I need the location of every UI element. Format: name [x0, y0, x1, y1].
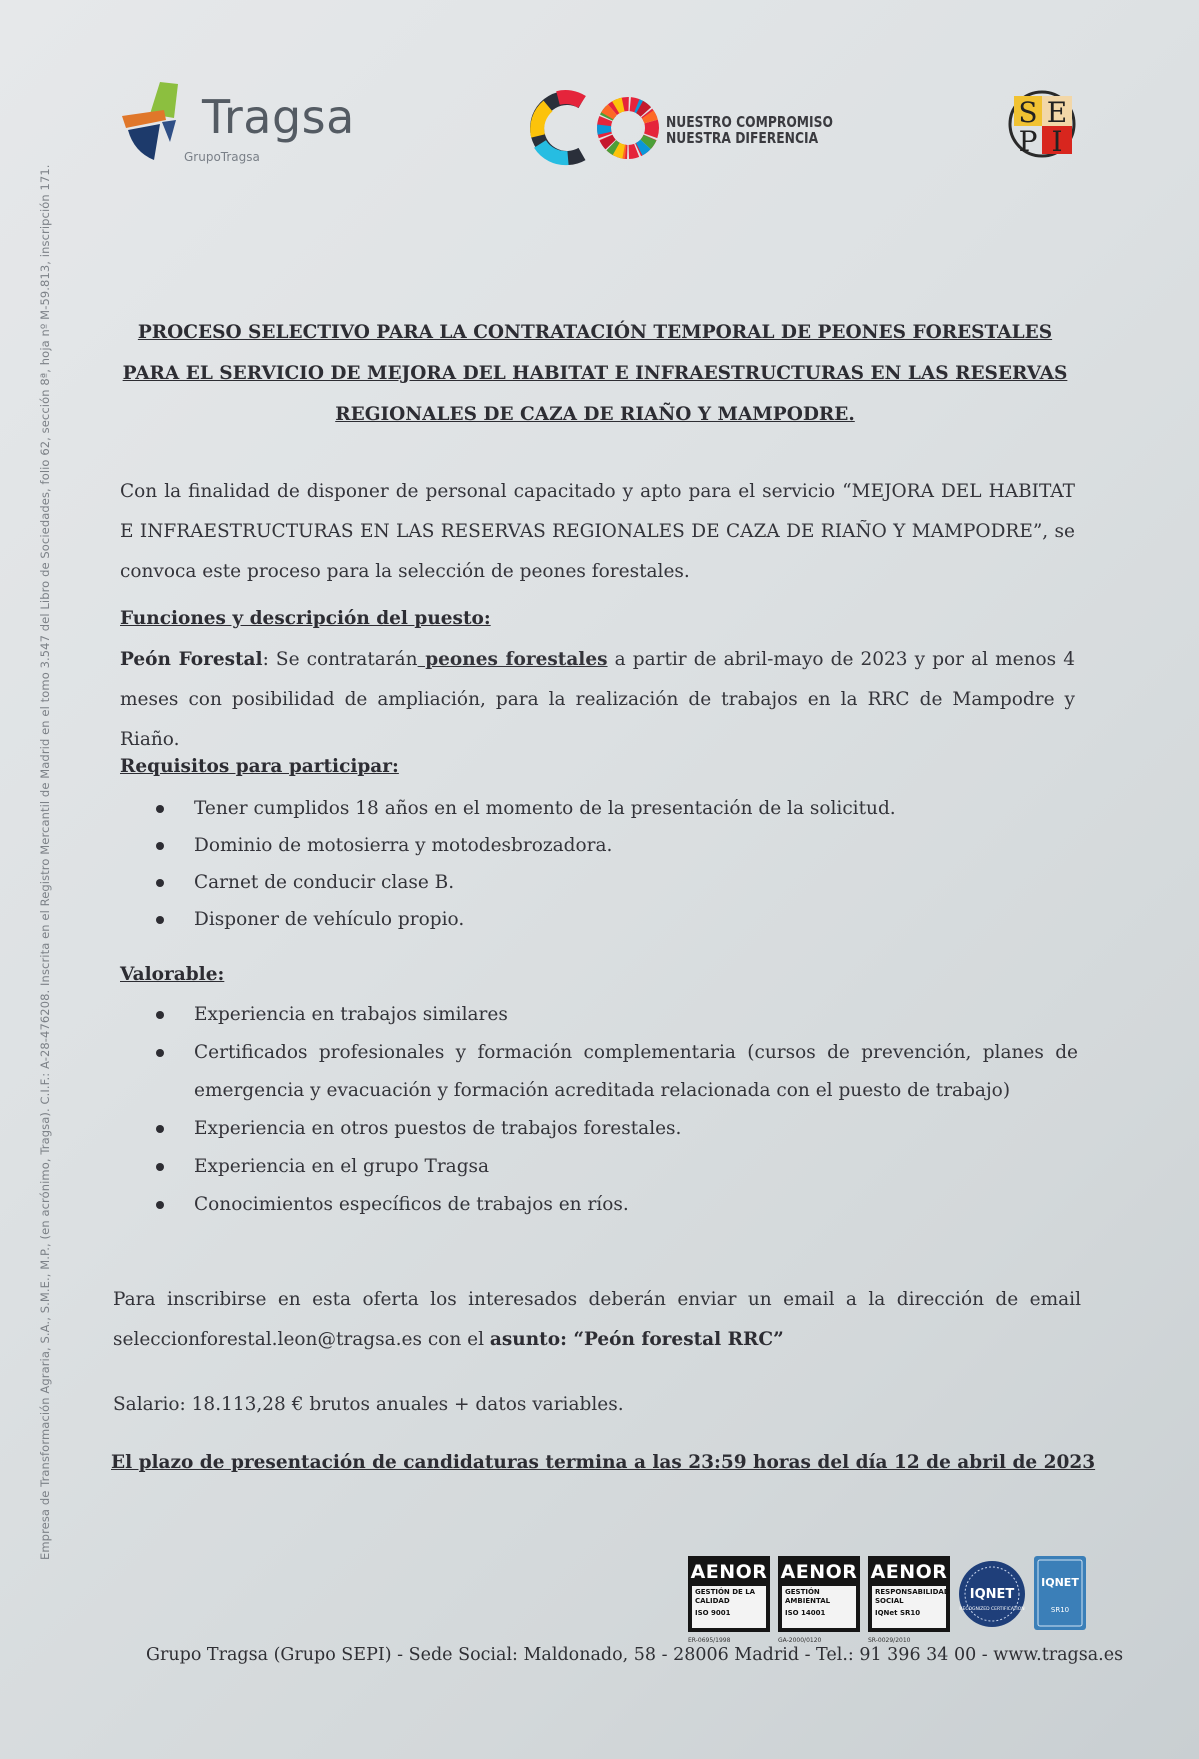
bullet-icon: [156, 842, 164, 850]
bullet-icon: [156, 1201, 164, 1209]
bullet-icon: [156, 1011, 164, 1019]
intro-paragraph: Con la finalidad de disponer de personal capacitado y apto para el servicio “MEJORA DEL HABITAT E INFRAESTRUCTURAS EN LAS RESERVAS REGIONALES DE CAZA DE RIAÑO Y MAMPODRE”, se convoca este proceso para la selección de peones forestales.: [120, 481, 1075, 582]
commitment-tagline: NUESTRO COMPROMISO NUESTRA DIFERENCIA: [666, 113, 833, 147]
iqnet-seal-icon: [958, 1558, 1026, 1630]
bullet-icon: [156, 1049, 164, 1057]
sepi-letter: P: [1018, 125, 1038, 158]
iqnet-small: IQNET: [1041, 1576, 1079, 1589]
tragsa-group-label: GrupoTragsa: [184, 150, 260, 164]
apply-paragraph: Para inscribirse en esta oferta los interesados deberán enviar un email a la dirección de email seleccionforestal.leon@tragsa.es con el asunto: “Peón forestal RRC”: [113, 1289, 1081, 1350]
list-item: Experiencia en otros puestos de trabajos forestales.: [120, 1110, 1078, 1148]
bullet-icon: [156, 805, 164, 813]
functions-paragraph: Peón Forestal: Se contratarán peones forestales a partir de abril-mayo de 2023 y por al menos 4 meses con posibilidad de ampliación, para la realización de trabajos en la RRC de Mampodre y Riaño.: [120, 649, 1076, 750]
footer-address: Grupo Tragsa (Grupo SEPI) - Sede Social: Maldonado, 58 - 28006 Madrid - Tel.: 91 396 34 00 - www.tragsa.es: [146, 1645, 1124, 1665]
functions-heading: Funciones y descripción del puesto:: [120, 608, 491, 629]
requirements-heading: Requisitos para participar:: [120, 756, 399, 777]
list-item: Certificados profesionales y formación complementaria (cursos de prevención, planes de emergencia y evacuación y formación acreditada relacionada con el puesto de trabajo): [120, 1034, 1078, 1110]
list-item: Experiencia en trabajos similares: [120, 996, 1078, 1034]
list-item: Experiencia en el grupo Tragsa: [120, 1148, 1078, 1186]
salary-line: Salario: 18.113,28 € brutos anuales + datos variables.: [113, 1394, 624, 1415]
sepi-letter: I: [1051, 125, 1063, 158]
list-item: Dominio de motosierra y motodesbrozadora.: [120, 827, 1070, 864]
sdg-wheel-icon: [528, 88, 662, 168]
valued-list: [120, 996, 1078, 1224]
bullet-icon: [156, 879, 164, 887]
iqnet-small-sub: SR10: [1050, 1606, 1070, 1614]
deadline-notice: El plazo de presentación de candidaturas termina a las 23:59 horas del día 12 de abril de 2023: [111, 1452, 1096, 1473]
tragsa-wordmark: Tragsa: [202, 90, 355, 144]
sepi-emblem-icon: [1008, 88, 1078, 160]
document-title: PROCESO SELECTIVO PARA LA CONTRATACIÓN TEMPORAL DE PEONES FORESTALES PARA EL SERVICIO DE MEJORA DEL HABITAT E INFRAESTRUCTURAS EN LAS RESERVAS REGIONALES DE CAZA DE RIAÑO Y MAMPODRE.: [122, 322, 1068, 425]
aenor-quality-badge: AENOR GESTIÓN DE LA CALIDAD ISO 9001 ER-0695/1998: [688, 1556, 770, 1632]
bullet-icon: [156, 916, 164, 924]
tragsa-emblem-icon: [120, 80, 190, 162]
role-name: Peón Forestal: [120, 649, 263, 670]
list-item: Carnet de conducir clase B.: [120, 864, 1070, 901]
registry-side-text: Empresa de Transformación Agraria, S.A., S.M.E., M.P., (en acrónimo, Tragsa). C.I.F.: A-28-476208. Inscrita en el Registro Mercantil de Madrid en el tomo 3.547 del Libro de Sociedades, folio 62, sección 8ª, hoja nº M-59.813, inscripción 171.: [38, 164, 52, 1560]
list-item: Conocimientos específicos de trabajos en ríos.: [120, 1186, 1078, 1224]
bullet-icon: [156, 1125, 164, 1133]
certification-badges: [688, 1556, 1088, 1646]
sepi-letter: S: [1018, 96, 1038, 129]
commitment-logo: [528, 88, 833, 168]
list-item: Tener cumplidos 18 años en el momento de la presentación de la solicitud.: [120, 790, 1070, 827]
iqnet-sr10-icon: [1034, 1556, 1086, 1630]
iqnet-name: IQNET: [969, 1587, 1015, 1602]
bullet-icon: [156, 1163, 164, 1171]
aenor-social-badge: AENOR RESPONSABILIDAD SOCIAL IQNet SR10 SR-0029/2010: [868, 1556, 950, 1632]
tragsa-logo: [120, 80, 355, 170]
valued-heading: Valorable:: [120, 964, 225, 985]
list-item: Disponer de vehículo propio.: [120, 901, 1070, 938]
sepi-logo: [1008, 88, 1078, 160]
requirements-list: [120, 790, 1070, 938]
sepi-letter: E: [1046, 96, 1068, 129]
aenor-environment-badge: AENOR GESTIÓN AMBIENTAL ISO 14001 GA-2000/0120: [778, 1556, 860, 1632]
iqnet-sub: RECOGNIZED CERTIFICATION: [959, 1607, 1025, 1612]
role-emphasis: peones forestales: [417, 649, 608, 670]
email-subject: asunto: “Peón forestal RRC”: [489, 1329, 784, 1350]
